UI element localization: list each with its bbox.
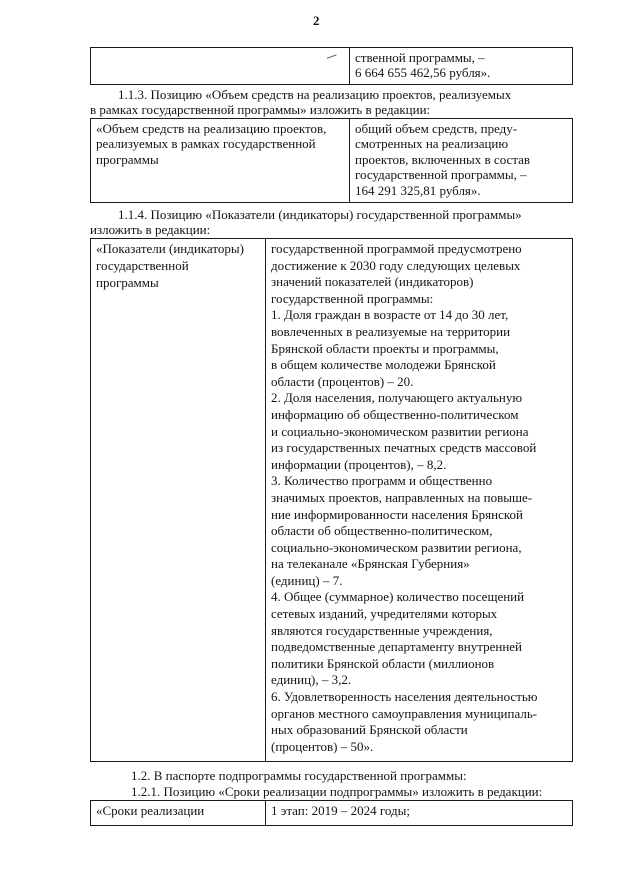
cell-line: реализуемых в рамках государственной (96, 136, 316, 152)
cell-line: достижение к 2030 году следующих целевых (271, 257, 521, 273)
cell-line: программы (96, 151, 159, 167)
table-cell-left (91, 119, 350, 203)
table-cell-right (266, 239, 573, 762)
page-number: 2 (313, 13, 320, 28)
cell-line: 3. Количество программ и общественно (271, 473, 493, 489)
cell-line: органов местного самоуправления муниципаль- (271, 705, 538, 721)
cell-line: 4. Общее (суммарное) количество посещений (271, 589, 525, 605)
paragraph-1-1-4-line2: изложить в редакции: (90, 222, 211, 237)
table-cell-right (350, 119, 573, 203)
cell-line: государственной программы, – (355, 167, 527, 183)
cell-line: единиц), – 3,2. (271, 672, 352, 688)
cell-line: ных образований Брянской области (271, 722, 468, 738)
cell-line: политики Брянской области (миллионов (271, 655, 495, 671)
cell-line: программы (96, 274, 159, 290)
cell-line: государственной (96, 257, 189, 273)
cell-line: 1. Доля граждан в возрасте от 14 до 30 лет, (271, 307, 509, 323)
paragraph-1-1-3-line2: в рамках государственной программы» изложить в редакции: (90, 102, 431, 117)
table-cell-right (350, 48, 573, 85)
cell-line: информации (процентов), – 8,2. (271, 456, 447, 472)
cell-line: проектов, включенных в состав (355, 151, 531, 167)
cell-line: общий объем средств, преду- (355, 121, 518, 136)
cell-line: значений показателей (индикаторов) (271, 274, 474, 290)
paragraph-1-2-1: 1.2.1. Позицию «Сроки реализации подпрограммы» изложить в редакции: (131, 784, 543, 799)
cell-line: из государственных печатных средств массовой (271, 440, 537, 456)
cell-line: «Показатели (индикаторы) (96, 241, 244, 256)
cell-line: области (процентов) – 20. (271, 373, 414, 389)
cell-line: информацию об общественно-политическом (271, 406, 519, 422)
cell-line: смотренных на реализацию (355, 136, 509, 152)
cell-line: социально-экономическом развитии региона, (271, 539, 522, 555)
cell-line: (единиц) – 7. (271, 572, 343, 588)
paragraph-1-2: 1.2. В паспорте подпрограммы государственной программы: (131, 768, 467, 783)
table-cell-right: 1 этап: 2019 – 2024 годы; (266, 801, 573, 826)
cell-line: (процентов) – 50». (271, 738, 374, 754)
table-cell-left (91, 239, 266, 762)
cell-line: подведомственные департаменту внутренней (271, 639, 523, 655)
table-cell-left: «Сроки реализации (91, 801, 266, 826)
cell-line: сетевых изданий, учредителями которых (271, 606, 498, 622)
cell-line: Брянской области проекты и программы, (271, 340, 499, 356)
table-indicators (90, 238, 573, 762)
cell-line: государственной программой предусмотрено (271, 241, 522, 256)
cell-line: являются государственные учреждения, (271, 622, 493, 638)
cell-line: «Объем средств на реализацию проектов, (96, 121, 327, 136)
table-cell-left (91, 48, 350, 85)
cell-line: государственной программы: (271, 290, 434, 306)
cell-line: 6 664 655 462,56 рубля». (355, 65, 491, 81)
cell-line: в общем количестве молодежи Брянской (271, 357, 496, 373)
cell-line: ственной программы, – (355, 50, 485, 65)
cell-line: 164 291 325,81 рубля». (355, 182, 481, 198)
table-implementation-period (90, 800, 573, 826)
paragraph-1-1-4-line1: 1.1.4. Позицию «Показатели (индикаторы) государственной программы» (118, 207, 522, 222)
cell-line: на телеканале «Брянская Губерния» (271, 556, 470, 572)
cell-line: области об общественно-политическом, (271, 523, 493, 539)
paragraph-1-1-3-line1: 1.1.3. Позицию «Объем средств на реализацию проектов, реализуемых (118, 87, 512, 102)
cell-line: и социально-экономическом развитии региона (271, 423, 529, 439)
table-project-funding (90, 118, 573, 203)
cell-line: значимых проектов, направленных на повыше- (271, 489, 533, 505)
cell-line: ние информированности населения Брянской (271, 506, 524, 522)
cell-line: 2. Доля населения, получающего актуальную (271, 390, 523, 406)
table-budget-continuation (90, 47, 573, 85)
cell-line: 6. Удовлетворенность населения деятельностью (271, 689, 538, 705)
cell-line: вовлеченных в реализуемые на территории (271, 323, 511, 339)
